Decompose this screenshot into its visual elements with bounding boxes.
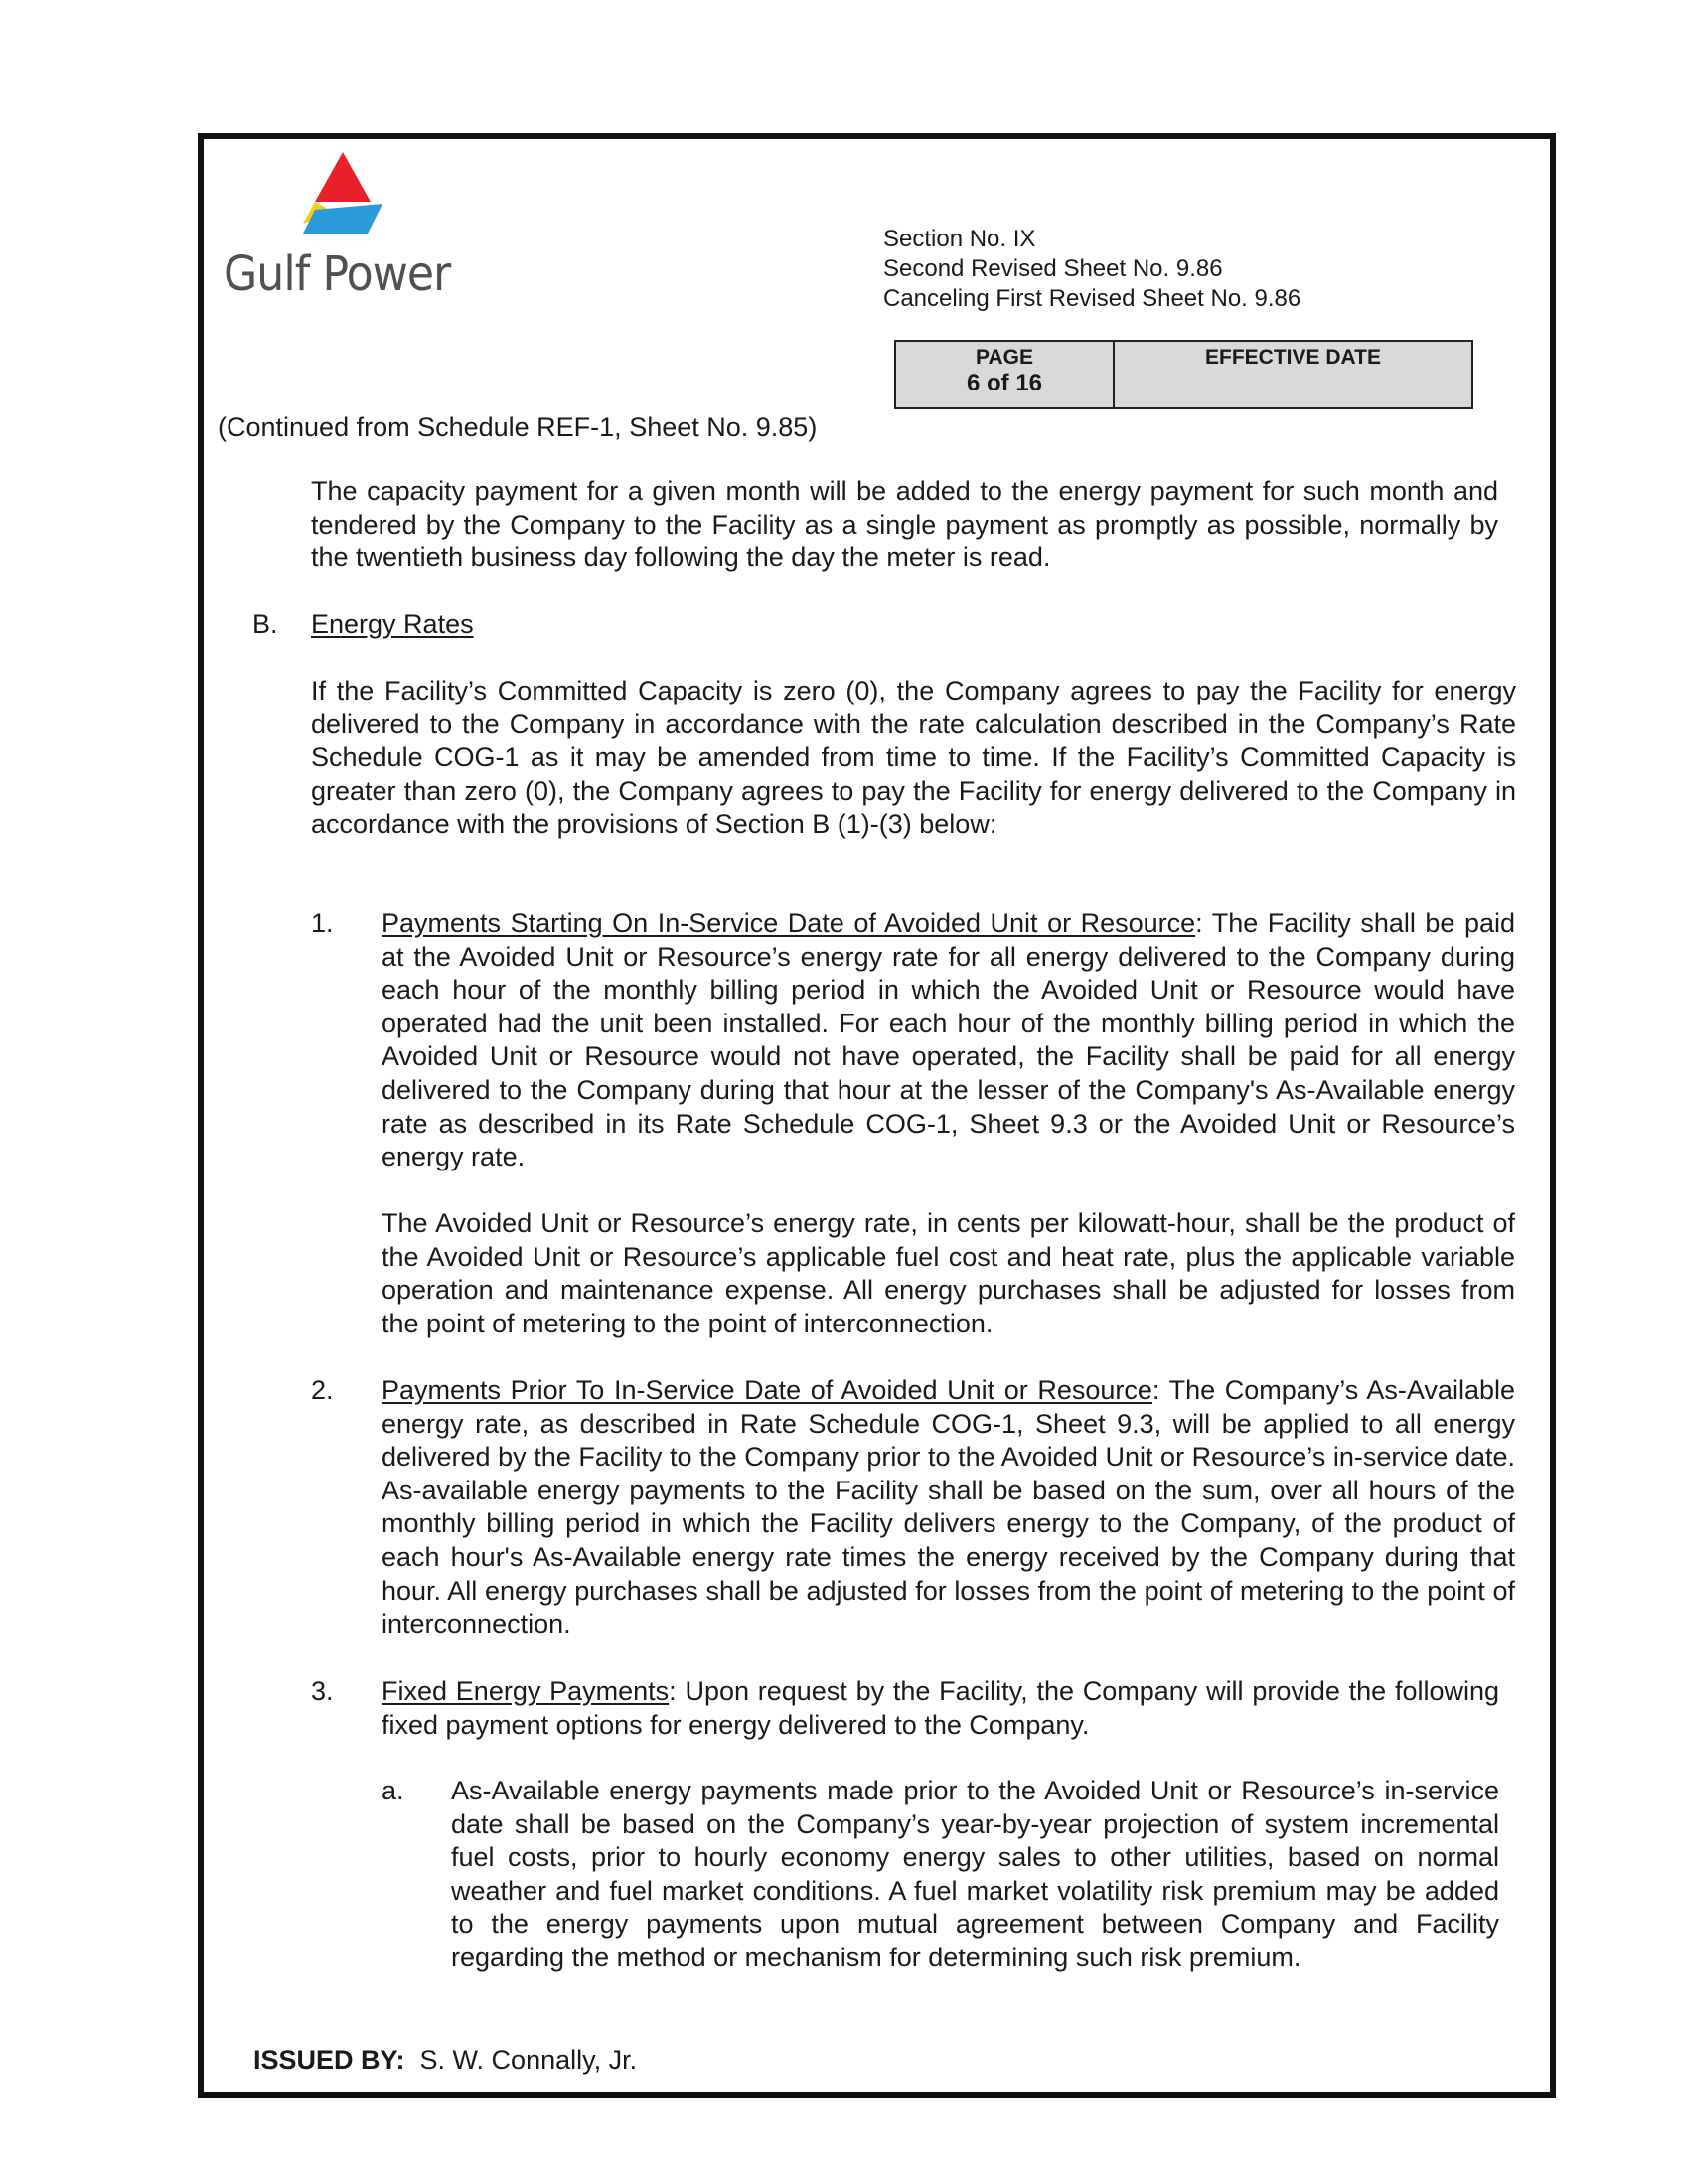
section-b-title: Energy Rates xyxy=(311,609,474,639)
issued-by-name: S. W. Connally, Jr. xyxy=(419,2045,638,2075)
item-1-number: 1. xyxy=(311,908,334,938)
sheet-number: Second Revised Sheet No. 9.86 xyxy=(883,255,1223,282)
issued-by xyxy=(253,2045,637,2076)
page-label: PAGE xyxy=(976,346,1033,369)
item-2-paragraph xyxy=(382,1374,1515,1641)
item-1-paragraph xyxy=(382,907,1515,1174)
item-3a-label: a. xyxy=(382,1776,404,1805)
section-number: Section No. IX xyxy=(883,226,1036,252)
item-3a-paragraph: As-Available energy payments made prior to the Avoided Unit or Resource’s in-service date shall be based on the Company’s year-by-year projection of system incremental fuel costs, prior to hourly economy energy sales to other utilities, based on normal weather and fuel market conditions. A fuel market volatility risk premium may be added to the energy payments upon mutual agreement between Company and Facility regarding the method or mechanism for determining such risk premium. xyxy=(451,1776,1499,1972)
canceling-sheet: Canceling First Revised Sheet No. 9.86 xyxy=(883,285,1301,312)
item-3-number: 3. xyxy=(311,1676,334,1706)
item-2-text: : The Company’s As-Available energy rate, as described in Rate Schedule COG-1, Sheet 9.3, will be applied to all energy delivered by the Facility to the Company prior to the Avoided Unit or Resource’s in-service date. As-available energy payments to the Facility shall be based on the sum, over all hours of the monthly billing period in which the Facility delivers energy to the Company, of the product of each hour's As-Available energy rate times the energy received by the Company during that hour. All energy purchases shall be adjusted for losses from the point of metering to the point of interconnection. xyxy=(382,1375,1515,1639)
item-1-text: : The Facility shall be paid at the Avoided Unit or Resource’s energy rate for all energy delivered to the Company during each hour of the monthly billing period in which the Avoided Unit or Resource would have operated had the unit been installed. For each hour of the monthly billing period in which the Avoided Unit or Resource would not have operated, the Facility shall be paid for all energy delivered to the Company during that hour at the lesser of the Company's As-Available energy rate as described in its Rate Schedule COG-1, Sheet 9.3 or the Avoided Unit or Resource’s energy rate. xyxy=(382,908,1515,1172)
item-2-title: Payments Prior To In-Service Date of Avoided Unit or Resource xyxy=(382,1375,1152,1405)
issued-by-label: ISSUED BY: xyxy=(253,2045,405,2075)
section-b-paragraph: If the Facility’s Committed Capacity is zero (0), the Company agrees to pay the Facility for energy delivered to the Company in accordance with the rate calculation described in the Company’s Rate Schedule COG-1 as it may be amended from time to time. If the Facility’s Committed Capacity is greater than zero (0), the Company agrees to pay the Facility for energy delivered to the Company in accordance with the provisions of Section B (1)-(3) below: xyxy=(311,676,1516,840)
item-1-title: Payments Starting On In-Service Date of Avoided Unit or Resource xyxy=(382,908,1196,938)
page-value: 6 of 16 xyxy=(966,370,1043,396)
company-name: Gulf Power xyxy=(224,246,451,302)
item-3-title: Fixed Energy Payments xyxy=(382,1676,670,1706)
item-3-text: : Upon request by the Facility, the Company will provide the following fixed payment options for energy delivered to the Company. xyxy=(382,1676,1500,1740)
gulf-power-logo-icon xyxy=(293,152,392,239)
continued-note: (Continued from Schedule REF-1, Sheet No. 9.85) xyxy=(218,412,818,442)
section-b-label: B. xyxy=(252,609,278,639)
effective-date-label: EFFECTIVE DATE xyxy=(1205,346,1381,369)
page-info-table xyxy=(894,340,1473,409)
item-2-number: 2. xyxy=(311,1375,334,1405)
page-cell xyxy=(896,342,1115,407)
intro-paragraph: The capacity payment for a given month will be added to the energy payment for such month and tendered by the Company to the Facility as a single payment as promptly as possible, normally by the twentieth business day following the day the meter is read. xyxy=(311,476,1498,573)
item-3-paragraph xyxy=(382,1675,1499,1742)
sheet-info xyxy=(883,225,1300,314)
item-1-paragraph-2: The Avoided Unit or Resource’s energy rate, in cents per kilowatt-hour, shall be the product of the Avoided Unit or Resource’s applicable fuel cost and heat rate, plus the applicable variable operation and maintenance expense. All energy purchases shall be adjusted for losses from the point of metering to the point of interconnection. xyxy=(382,1208,1515,1338)
